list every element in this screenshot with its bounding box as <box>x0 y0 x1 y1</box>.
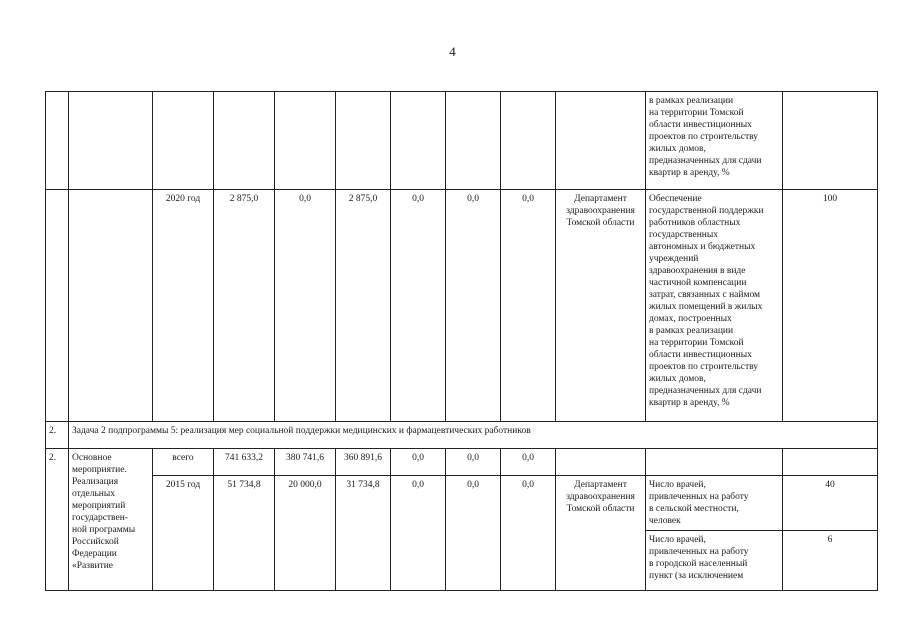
indicator-line: области инвестиционных <box>649 350 752 360</box>
cell-value: 40 <box>783 476 878 531</box>
cell-indicator <box>646 190 783 422</box>
cell-executor <box>556 449 646 476</box>
indicator-line: жилых домов, <box>649 374 706 384</box>
cell-local <box>391 92 446 190</box>
indicator-line: пункт (за исключением <box>649 571 744 581</box>
cell-local: 0,0 <box>391 190 446 422</box>
executor-line: Департамент <box>574 480 627 490</box>
cell-federal: 380 741,6 <box>275 449 336 476</box>
event-name-line: Реализация <box>72 477 119 487</box>
task-title: Задача 2 подпрограммы 5: реализация мер социальной поддержки медицинских и фармацевтических работников <box>69 422 878 449</box>
cell-extra <box>446 92 501 190</box>
indicator-line: учреждений <box>649 254 699 264</box>
indicator-line: в рамках реализации <box>649 96 734 106</box>
cell-year: 2020 год <box>153 190 214 422</box>
indicator-line: работников областных <box>649 218 741 228</box>
cell-federal: 0,0 <box>275 190 336 422</box>
table-row <box>46 449 878 476</box>
cell-executor <box>556 190 646 422</box>
cell-other <box>501 92 556 190</box>
table-row <box>46 190 878 422</box>
cell-regional: 360 891,6 <box>336 449 391 476</box>
cell-indicator <box>646 449 783 476</box>
indicator-line: в рамках реализации <box>649 326 734 336</box>
indicator-line: Обеспечение <box>649 194 702 204</box>
executor-line: Томской области <box>566 218 635 228</box>
indicator-line: квартир в аренду, % <box>649 398 730 408</box>
executor-line: Департамент <box>574 194 627 204</box>
event-name-line: Основное <box>72 453 112 463</box>
cell-regional: 2 875,0 <box>336 190 391 422</box>
cell-year: всего <box>153 449 214 476</box>
event-name-line: мероприятий <box>72 501 126 511</box>
cell-value <box>783 449 878 476</box>
indicator-line: жилых помещений в жилых <box>649 302 763 312</box>
cell-extra: 0,0 <box>446 190 501 422</box>
indicator-line: автономных и бюджетных <box>649 242 756 252</box>
cell-other: 0,0 <box>501 190 556 422</box>
event-name-line: Федерации <box>72 549 117 559</box>
event-name-line: ной программы <box>72 525 136 535</box>
cell-indicator <box>646 531 783 591</box>
cell-executor <box>556 476 646 591</box>
event-name-line: «Развитие <box>72 561 114 571</box>
cell-extra: 0,0 <box>446 476 501 591</box>
event-name-line: Российской <box>72 537 119 547</box>
cell-total <box>214 92 275 190</box>
executor-line: Томской области <box>566 504 635 514</box>
program-budget-table <box>45 91 878 591</box>
indicator-line: квартир в аренду, % <box>649 168 730 178</box>
cell-federal: 20 000,0 <box>275 476 336 591</box>
cell-name <box>69 92 153 190</box>
indicator-line: человек <box>649 516 681 526</box>
indicator-line: предназначенных для сдачи <box>649 386 762 396</box>
page-number: 4 <box>449 44 456 59</box>
indicator-line: жилых домов, <box>649 144 706 154</box>
indicator-line: в сельской местности, <box>649 504 739 514</box>
cell-num <box>46 92 69 190</box>
indicator-line: проектов по строительству <box>649 132 759 142</box>
indicator-line: домах, построенных <box>649 314 732 324</box>
cell-total: 741 633,2 <box>214 449 275 476</box>
indicator-line: государственных <box>649 230 719 240</box>
cell-name <box>69 190 153 422</box>
indicator-line: на территории Томской <box>649 108 744 118</box>
cell-value: 100 <box>783 190 878 422</box>
indicator-line: частичной компенсации <box>649 278 747 288</box>
cell-num: 2. <box>46 449 69 591</box>
cell-total: 51 734,8 <box>214 476 275 591</box>
cell-value <box>783 92 878 190</box>
cell-value: 6 <box>783 531 878 591</box>
indicator-line: привлеченных на работу <box>649 492 749 502</box>
cell-num: 2. <box>46 422 69 449</box>
cell-federal <box>275 92 336 190</box>
indicator-line: Число врачей, <box>649 535 706 545</box>
event-name-line: мероприятие. <box>72 465 127 475</box>
executor-line: здравоохранения <box>566 492 635 502</box>
indicator-line: проектов по строительству <box>649 362 759 372</box>
cell-indicator <box>646 476 783 531</box>
indicator-line: затрат, связанных с наймом <box>649 290 761 300</box>
indicator-line: здравоохранения в виде <box>649 266 746 276</box>
indicator-line: на территории Томской <box>649 338 744 348</box>
cell-year <box>153 92 214 190</box>
event-name-line: государствен- <box>72 513 128 523</box>
table-row <box>46 422 878 449</box>
cell-executor <box>556 92 646 190</box>
cell-regional: 31 734,8 <box>336 476 391 591</box>
cell-extra: 0,0 <box>446 449 501 476</box>
indicator-line: Число врачей, <box>649 480 706 490</box>
cell-other: 0,0 <box>501 449 556 476</box>
indicator-line: государственной поддержки <box>649 206 764 216</box>
cell-regional <box>336 92 391 190</box>
table-row <box>46 476 878 531</box>
cell-other: 0,0 <box>501 476 556 591</box>
event-name-line: отдельных <box>72 489 115 499</box>
indicator-line: привлеченных на работу <box>649 547 749 557</box>
cell-indicator <box>646 92 783 190</box>
cell-total: 2 875,0 <box>214 190 275 422</box>
executor-line: здравоохранения <box>566 206 635 216</box>
table-row <box>46 92 878 190</box>
cell-local: 0,0 <box>391 449 446 476</box>
cell-num <box>46 190 69 422</box>
cell-year: 2015 год <box>153 476 214 591</box>
indicator-line: в городской населенный <box>649 559 748 569</box>
cell-local: 0,0 <box>391 476 446 591</box>
indicator-line: предназначенных для сдачи <box>649 156 762 166</box>
indicator-line: области инвестиционных <box>649 120 752 130</box>
cell-name <box>69 449 153 591</box>
